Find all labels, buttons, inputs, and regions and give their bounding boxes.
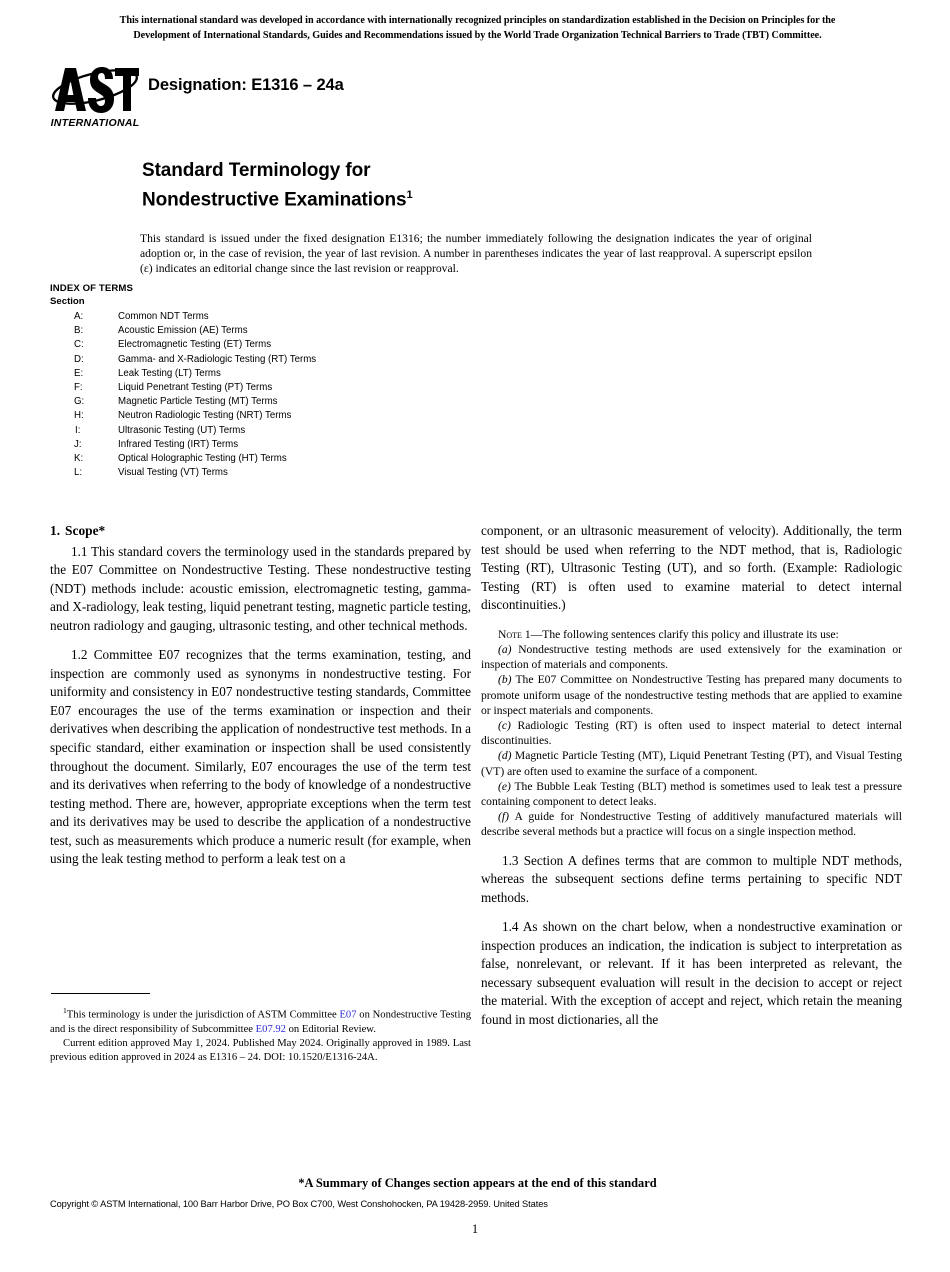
index-letter: C: bbox=[74, 339, 84, 351]
footnote-part3: on Editorial Review. bbox=[285, 1023, 376, 1035]
index-label: Visual Testing (VT) Terms bbox=[118, 467, 228, 479]
note-item-d bbox=[481, 748, 902, 778]
link-e07[interactable]: E07 bbox=[339, 1009, 357, 1021]
note-item-marker: (c) bbox=[498, 718, 511, 732]
astm-logo-mark-icon bbox=[50, 62, 140, 116]
index-label: Optical Holographic Testing (HT) Terms bbox=[118, 452, 287, 464]
note-item-marker: (b) bbox=[498, 673, 512, 687]
index-row bbox=[50, 466, 480, 480]
index-letter: J: bbox=[74, 438, 82, 450]
index-letter: I: bbox=[75, 424, 81, 436]
footnote-jurisdiction bbox=[50, 1004, 471, 1037]
index-row bbox=[50, 367, 480, 381]
index-section-subheading: Section bbox=[50, 296, 85, 307]
summary-of-changes-note: *A Summary of Changes section appears at the end of this standard bbox=[298, 1176, 657, 1190]
paragraph-1-4: 1.4 As shown on the chart below, when a nondestructive examination or inspection produces an indication, the indication is subject to interpretation as false, nonrelevant, or relevant. If it has been interpreted as relevant, the necessary subsequent evaluation will result in the decision to accept or reject the material. With the exception of accept and reject, which retain the meaning found in most dictionaries, all the bbox=[481, 919, 902, 1027]
index-label: Infrared Testing (IRT) Terms bbox=[118, 438, 239, 450]
index-row bbox=[50, 310, 480, 324]
note-item-a bbox=[481, 642, 902, 672]
index-letter: A: bbox=[74, 311, 84, 322]
body-column-left bbox=[50, 522, 471, 869]
note-1-lead bbox=[481, 627, 902, 642]
index-label: Leak Testing (LT) Terms bbox=[118, 367, 221, 379]
index-label: Neutron Radiologic Testing (NRT) Terms bbox=[118, 410, 292, 422]
spacer bbox=[481, 840, 902, 852]
wto-banner-line2: Development of International Standards, Guides and Recommendations issued by the World Trade Organization Technical Barriers to Trade (TBT) Committee. bbox=[133, 29, 822, 41]
index-label: Acoustic Emission (AE) Terms bbox=[118, 325, 248, 337]
index-row bbox=[50, 353, 480, 367]
footnote-part1: This terminology is under the jurisdiction of ASTM Committee bbox=[66, 1009, 340, 1021]
index-row bbox=[50, 324, 480, 338]
wto-banner-line1: This international standard was developed in accordance with internationally recognized principles on standardization established in the Decision on Principles for the bbox=[119, 15, 836, 26]
link-e07-92[interactable]: E07.92 bbox=[255, 1023, 286, 1035]
note-item-marker: (f) bbox=[498, 810, 509, 824]
note-dash: — bbox=[530, 627, 543, 641]
title-footnote-marker: 1 bbox=[406, 189, 413, 201]
note-item-b bbox=[481, 672, 902, 718]
note-item-f bbox=[481, 809, 902, 839]
note-item-marker: (d) bbox=[498, 749, 512, 763]
index-label: Gamma- and X-Radiologic Testing (RT) Terms bbox=[118, 353, 317, 365]
index-label: Common NDT Terms bbox=[118, 311, 209, 322]
note-item-c bbox=[481, 718, 902, 748]
note-item-e bbox=[481, 779, 902, 809]
index-label: Ultrasonic Testing (UT) Terms bbox=[118, 424, 246, 436]
index-row bbox=[50, 452, 480, 466]
index-row bbox=[50, 395, 480, 409]
page-number: 1 bbox=[471, 1222, 479, 1236]
index-label: Electromagnetic Testing (ET) Terms bbox=[118, 339, 272, 351]
index-row bbox=[50, 424, 480, 438]
footnote-divider bbox=[51, 993, 150, 994]
paragraph-1-1: 1.1 This standard covers the terminology used in the standards prepared by the E07 Committee on Nondestructive Testing. These nondestructive testing (NDT) methods include: acoustic emission, electromagnetic testing, gamma- and X-radiology, leak testing, liquid penetrant testing, magnetic particle testing, neutron radiology and gauging, ultrasonic testing, and other technical methods. bbox=[50, 543, 471, 633]
astm-wordmark: INTERNATIONAL bbox=[50, 117, 140, 129]
index-letter: E: bbox=[74, 367, 84, 379]
astm-logo bbox=[50, 62, 140, 130]
index-row bbox=[50, 338, 480, 352]
note-item-text: The E07 Committee on Nondestructive Testing has prepared many documents to promote uniform usage of the nondestructive testing methods that are applied to examine or inspect materials and components. bbox=[481, 673, 902, 717]
paragraph-1-2-overflow: component, or an ultrasonic measurement of velocity). Additionally, the term test should be used when referring to the NDT method, that is, Radiologic Testing (RT), Ultrasonic Testing (UT), and so forth. (Example: Radiologic Testing (RT) is often used to examine material to detect internal discontinuities.) bbox=[481, 523, 902, 613]
page-title bbox=[142, 158, 842, 212]
index-letter: L: bbox=[74, 467, 83, 479]
note-item-text: Radiologic Testing (RT) is often used to inspect material to detect internal discontinuities. bbox=[481, 718, 902, 748]
copyright-line: Copyright © ASTM International, 100 Barr Harbor Drive, PO Box C700, West Conshohocken, PA 19428-2959. United States bbox=[50, 1199, 548, 1209]
index-letter: F: bbox=[74, 381, 83, 393]
wto-banner bbox=[50, 14, 905, 43]
paragraph-1-2: 1.2 Committee E07 recognizes that the terms examination, testing, and inspection are commonly used as synonyms in nondestructive testing. For uniformity and consistency in E07 nondestructive testing standards, Committee E07 encourages the use of the terms examination or inspection and their derivatives when describing the application of nondestructive test methods. In a specific standard, either examination or inspection shall be used consistently throughout the document. Similarly, E07 encourages the use of the term test and its derivatives when referring to the body of knowledge of a nondestructive testing method. There are, however, appropriate exceptions when the term test and its derivatives may be used to describe the application of a nondestructive test, such as measurements which produce a numeric result (for example, when using the leak testing method to perform a leak test on a bbox=[50, 647, 471, 867]
title-line1: Standard Terminology for bbox=[142, 160, 371, 181]
body-column-right-content bbox=[481, 522, 902, 1030]
note-item-marker: (e) bbox=[498, 779, 511, 793]
index-row bbox=[50, 381, 480, 395]
index-letter: G: bbox=[74, 396, 85, 408]
note-item-text: Magnetic Particle Testing (MT), Liquid Penetrant Testing (PT), and Visual Testing (VT) are often used to examine the surface of a component. bbox=[481, 749, 902, 778]
section-number: 1. bbox=[50, 523, 61, 538]
note-item-marker: (a) bbox=[498, 642, 512, 656]
footnote-block bbox=[50, 1004, 471, 1065]
index-label: Magnetic Particle Testing (MT) Terms bbox=[118, 396, 278, 408]
note-item-text: The Bubble Leak Testing (BLT) method is sometimes used to leak test a pressure containing component to detect leaks. bbox=[481, 779, 902, 808]
index-of-terms-heading: INDEX OF TERMS bbox=[50, 283, 133, 294]
note-lead-text: The following sentences clarify this policy and illustrate its use: bbox=[542, 627, 839, 641]
footnote-marker: 1 bbox=[63, 1006, 67, 1015]
index-letter: K: bbox=[74, 452, 84, 464]
note-number: 1 bbox=[524, 627, 531, 641]
section-title: Scope* bbox=[65, 523, 106, 538]
issue-note: This standard is issued under the fixed designation E1316; the number immediately following the designation indicates the year of original adoption or, in the case of revision, the year of last revision. A number in parentheses indicates the year of last reapproval. A superscript epsilon (ε) indicates an editorial change since the last revision or reapproval. bbox=[140, 232, 812, 276]
section-heading-scope bbox=[50, 522, 471, 541]
index-letter: D: bbox=[74, 353, 84, 365]
title-line2: Nondestructive Examinations bbox=[142, 189, 407, 211]
index-label: Liquid Penetrant Testing (PT) Terms bbox=[118, 381, 273, 393]
index-letter: H: bbox=[74, 410, 84, 422]
note-label: Note bbox=[498, 627, 522, 641]
paragraph-1-3: 1.3 Section A defines terms that are common to multiple NDT methods, whereas the subsequent sections define terms pertaining to specific NDT methods. bbox=[481, 852, 902, 905]
index-row bbox=[50, 438, 480, 452]
index-row bbox=[50, 409, 480, 423]
footnote-part2: on Nondestructive Testing and is the direct responsibility of Subcommittee bbox=[50, 1009, 471, 1035]
footnote-edition: Current edition approved May 1, 2024. Published May 2024. Originally approved in 1989. Last previous edition approved in 2024 as E1316 – 24. DOI: 10.1520/E1316-24A. bbox=[50, 1037, 471, 1063]
index-letter: B: bbox=[74, 325, 84, 337]
note-1-block bbox=[481, 627, 902, 840]
note-item-text: Nondestructive testing methods are used extensively for the examination or inspection of materials and components. bbox=[481, 642, 902, 672]
index-of-terms-list bbox=[50, 310, 480, 480]
designation: Designation: E1316 – 24a bbox=[148, 76, 344, 94]
note-item-text: A guide for Nondestructive Testing of additively manufactured materials will describe several methods but a practice will focus on a single inspection method. bbox=[481, 810, 902, 839]
